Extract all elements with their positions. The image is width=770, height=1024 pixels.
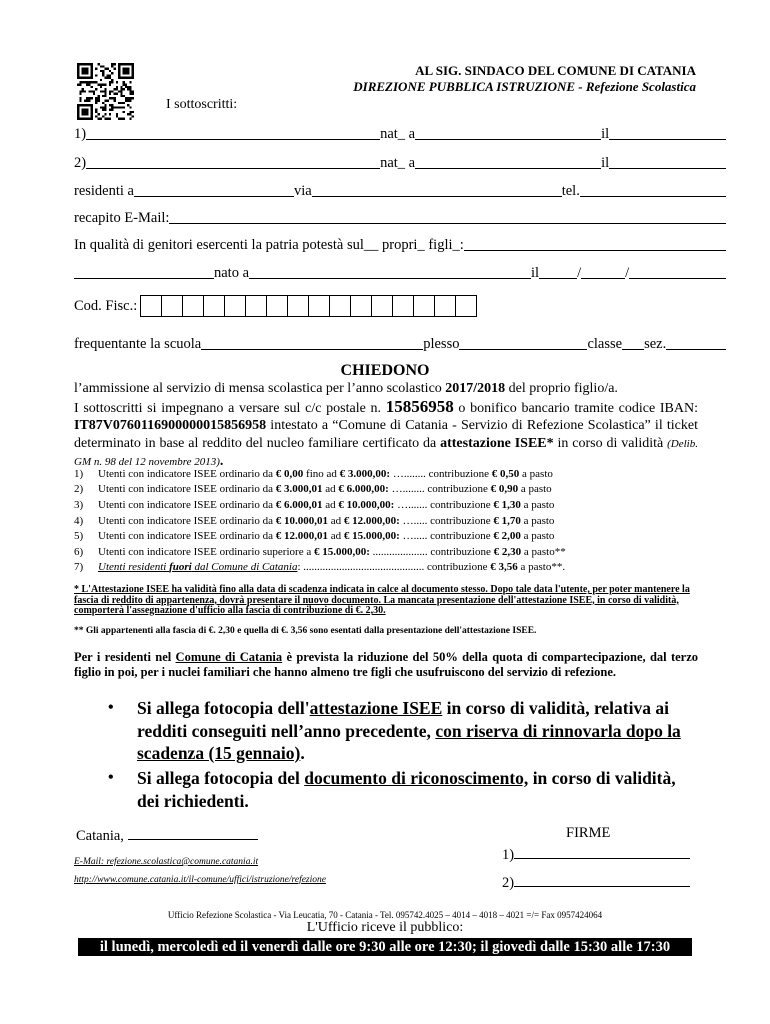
bracket-desc: Utenti residenti <box>98 560 170 573</box>
tax-code-box[interactable] <box>371 295 393 317</box>
bracket-range-to: € 12.000,00: <box>343 514 400 527</box>
tax-code-label: Cod. Fisc.: <box>74 297 138 314</box>
signature-1-line <box>502 844 690 864</box>
attachment-text: Si allega fotocopia dell' <box>137 698 310 718</box>
bracket-suffix: a pasto <box>520 530 555 543</box>
residence-city-field[interactable] <box>134 196 294 197</box>
bracket-range-to: € 3.000,00: <box>339 467 391 480</box>
school-line <box>74 336 726 353</box>
bracket-number: 2) <box>74 483 84 496</box>
residence-city-label: residenti a <box>74 183 134 199</box>
bracket-contribution-label: contribuzione <box>428 467 492 480</box>
phone-label: tel. <box>561 183 580 199</box>
bracket-desc: ad <box>328 530 344 543</box>
child-birthplace-field[interactable] <box>249 278 531 279</box>
exemption-note: ** Gli appartenenti alla fascia di €. 2,30 e quella di €. 3,56 sono esentati dalla presentazione dell'attestazione ISEE. <box>74 626 537 636</box>
deliberation-ref: (Delib. GM n. 98 del 12 novembre 2013) <box>74 437 698 468</box>
bracket-amount: € 0,50 <box>491 467 520 480</box>
iban-code: IT87V0760116900000015856958 <box>74 418 267 433</box>
tax-code-box[interactable] <box>161 295 183 317</box>
bracket-dots: …..... <box>399 514 431 527</box>
reduction-text: Per i residenti nel <box>74 650 176 664</box>
plesso-label: plesso <box>423 336 460 352</box>
postal-account-number: 15856958 <box>385 396 454 416</box>
opening-hours-title: L'Ufficio riceve il pubblico: <box>306 920 464 935</box>
attachment-text: Si allega fotocopia del <box>137 768 305 788</box>
bracket-contribution-label: contribuzione <box>430 514 494 527</box>
signature-2-field[interactable] <box>514 872 690 887</box>
bracket-desc: Utenti con indicatore ISEE ordinario da <box>98 467 276 480</box>
bracket-amount: € 3,56 <box>490 560 518 573</box>
child-birthplace-label: nato a <box>214 265 250 281</box>
child-day-field[interactable] <box>539 278 577 279</box>
parental-authority-label: In qualità di genitori esercenti la patria potestà sul__ propri_ figli_: <box>74 237 464 253</box>
bracket-range-from: € 3.000,01 <box>275 483 323 496</box>
bracket-suffix: a pasto <box>520 498 555 511</box>
child-date-label: il <box>531 265 540 281</box>
parent-2-date-label: il <box>601 155 610 171</box>
bracket-dots: : ............................................ <box>297 560 428 573</box>
website-link[interactable]: http://www.comune.catania.it/il-comune/uffici/istruzione/refezione <box>74 875 326 885</box>
attachment-underlined: con riserva di rinnovarla dopo la scadenza (15 gennaio) <box>137 720 681 763</box>
parent-1-date-label: il <box>601 126 610 142</box>
date-separator: / <box>577 265 582 281</box>
tax-code-box[interactable] <box>413 295 435 317</box>
email-line <box>74 210 726 227</box>
date-field[interactable] <box>128 825 258 840</box>
attachment-isee <box>108 697 698 765</box>
parent-1-number: 1) <box>74 126 87 142</box>
period: . <box>219 454 224 469</box>
email-field[interactable] <box>169 223 726 224</box>
bracket-row <box>74 544 714 560</box>
bracket-amount: € 1,30 <box>493 498 521 511</box>
children-line <box>74 237 726 254</box>
bracket-amount: € 2,30 <box>493 545 522 558</box>
request-paragraph <box>74 380 698 472</box>
bracket-desc: ad <box>328 514 344 527</box>
opening-hours-banner: il lunedì, mercoledì ed il venerdì dalle ore 9:30 alle ore 12:30; il giovedì dalle 15:30 alle 17:30 <box>78 938 692 956</box>
bracket-suffix: a pasto <box>518 483 552 496</box>
bracket-range-from: € 6.000,01 <box>275 498 323 511</box>
bracket-desc: Utenti con indicatore ISEE ordinario da <box>98 498 276 511</box>
section-field[interactable] <box>666 349 726 350</box>
attachment-text: in corso di validità, dei richiedenti. <box>137 768 676 811</box>
bracket-desc: ad <box>322 483 339 496</box>
bracket-number: 3) <box>74 498 84 511</box>
bracket-amount: € 2,00 <box>493 530 521 543</box>
bracket-desc: Utenti con indicatore ISEE ordinario da <box>98 530 276 543</box>
bracket-row <box>74 559 714 575</box>
bracket-dots: …........ <box>388 483 428 496</box>
signature-2-number: 2) <box>502 875 515 891</box>
bracket-dots: .................... <box>369 545 431 558</box>
school-year: 2017/2018 <box>445 381 506 396</box>
children-field[interactable] <box>464 250 726 251</box>
bracket-range-to: € 6.000,00: <box>338 483 389 496</box>
tax-code-box[interactable] <box>203 295 225 317</box>
date-separator: / <box>625 265 630 281</box>
bracket-number: 6) <box>74 545 84 558</box>
parent-2-name-field[interactable] <box>86 168 380 169</box>
payment-text: in corso di validità <box>553 435 668 451</box>
child-year-field[interactable] <box>629 278 726 279</box>
parent-1-line <box>74 126 726 143</box>
payment-text: o bonifico bancario tramite codice IBAN: <box>453 400 699 416</box>
tax-code-box[interactable] <box>140 295 162 317</box>
parent-2-birthplace-label: nat_ a <box>380 155 416 171</box>
tax-code-box[interactable] <box>266 295 288 317</box>
bracket-range-from: € 12.000,01 <box>275 530 329 543</box>
child-month-field[interactable] <box>581 278 625 279</box>
parent-2-birthplace-field[interactable] <box>415 168 601 169</box>
bracket-range-to: € 15.000,00: <box>343 530 400 543</box>
bracket-dots: …....... <box>394 498 431 511</box>
city-label: Catania, <box>76 828 128 844</box>
bracket-desc: fino ad <box>303 467 340 480</box>
bracket-number: 4) <box>74 514 84 527</box>
tax-code-box[interactable] <box>308 295 330 317</box>
phone-field[interactable] <box>580 196 726 197</box>
school-label: frequentante la scuola <box>74 336 202 352</box>
class-label: classe <box>587 336 623 352</box>
bracket-desc: ad <box>322 498 339 511</box>
bracket-number: 5) <box>74 530 84 543</box>
bracket-row <box>74 482 714 498</box>
payment-text: intestato a “Comune di Catania - Servizio di Refezione Scolastica” il ticket determinato in base al reddito del nucleo familiare certificato da <box>74 418 698 451</box>
attachment-id <box>108 767 698 812</box>
child-name-field[interactable] <box>74 278 214 279</box>
parent-2-line <box>74 155 726 172</box>
attachment-underlined: attestazione ISEE <box>309 698 443 718</box>
bracket-range-to: € 10.000,00: <box>338 498 395 511</box>
bracket-contribution-label: contribuzione <box>430 498 494 511</box>
tax-code-box[interactable] <box>245 295 267 317</box>
tax-code-box[interactable] <box>350 295 372 317</box>
residence-street-field[interactable] <box>312 196 562 197</box>
bracket-row <box>74 466 714 482</box>
bracket-suffix: a pasto <box>519 467 553 480</box>
tax-code-row <box>74 295 477 317</box>
payment-text: I sottoscritti si impegnano a versare sul c/c postale n. <box>74 400 386 416</box>
tax-code-box[interactable] <box>392 295 414 317</box>
department: DIREZIONE PUBBLICA ISTRUZIONE - Refezione Scolastica <box>353 79 696 94</box>
signature-1-field[interactable] <box>514 844 690 859</box>
bracket-suffix: a pasto**. <box>517 560 566 573</box>
bracket-desc: Utenti con indicatore ISEE ordinario da <box>98 514 276 527</box>
tax-code-box[interactable] <box>287 295 309 317</box>
class-field[interactable] <box>622 349 644 350</box>
bracket-range-from: € 15.000,00: <box>313 545 370 558</box>
bracket-suffix: a pasto <box>520 514 555 527</box>
bullet-icon: • <box>108 769 114 786</box>
bullet-icon: • <box>108 699 114 716</box>
child-birth-line <box>74 265 726 282</box>
bracket-range-from: € 10.000,01 <box>275 514 329 527</box>
isee-brackets-list <box>74 466 714 560</box>
bracket-desc-bold: fuori <box>169 560 192 573</box>
bracket-desc: dal Comune di Catania <box>191 560 298 573</box>
residence-street-label: via <box>294 183 312 199</box>
bracket-contribution-label: contribuzione <box>427 483 491 496</box>
parent-1-name-field[interactable] <box>86 139 380 140</box>
bracket-7 <box>74 559 714 575</box>
tax-code-box[interactable] <box>224 295 246 317</box>
tax-code-box[interactable] <box>455 295 477 317</box>
tax-code-box[interactable] <box>182 295 204 317</box>
parent-1-date-field[interactable] <box>609 139 726 140</box>
section-label: sez. <box>644 336 667 352</box>
bracket-amount: € 0,90 <box>490 483 519 496</box>
bracket-amount: € 1,70 <box>493 514 521 527</box>
bracket-range-from: € 0,00 <box>275 467 304 480</box>
addressee: AL SIG. SINDACO DEL COMUNE DI CATANIA <box>415 63 696 78</box>
bracket-row <box>74 497 714 513</box>
bracket-suffix: a pasto** <box>521 545 566 558</box>
bracket-desc: Utenti con indicatore ISEE ordinario da <box>98 483 276 496</box>
chiedono-heading: CHIEDONO <box>340 362 430 379</box>
isee-label: attestazione ISEE* <box>440 435 554 451</box>
bracket-dots: …..... <box>399 530 431 543</box>
request-text: del proprio figlio/a. <box>505 381 618 396</box>
city-date-line <box>76 825 258 845</box>
parent-1-birthplace-field[interactable] <box>415 139 601 140</box>
bracket-row <box>74 528 714 544</box>
office-contacts: Ufficio Refezione Scolastica - Via Leucatia, 70 - Catania - Tel. 095742.4025 – 4014 – 4018 – 4021 =/= Fax 0957424064 <box>167 910 603 920</box>
signature-2-line <box>502 872 690 892</box>
email-link[interactable]: E-Mail: refezione.scolastica@comune.catania.it <box>74 857 259 867</box>
reduction-paragraph <box>74 650 698 679</box>
bracket-row <box>74 513 714 529</box>
attachment-text: in corso di validità, relativa ai redditi conseguiti nell’anno precedente, <box>137 698 669 741</box>
bracket-number: 1) <box>74 467 84 480</box>
attachment-text: . <box>300 743 305 763</box>
intro-sottoscritti: I sottoscritti: <box>166 97 238 112</box>
tax-code-boxes[interactable] <box>141 295 477 317</box>
bracket-dots: …........ <box>390 467 429 480</box>
signatures-title: FIRME <box>566 825 611 841</box>
parent-2-number: 2) <box>74 155 87 171</box>
isee-validity-note: * L'Attestazione ISEE ha validità fino alla data di scadenza indicata in calce al documento stesso. Dopo tale data l'utente, per poter mantenere la fascia di reddito di appartenenza, dovrà presentare il nuovo documento. La mancata presentazione dell'attestazione ISEE, in corso di validità, comporterà l'assegnazione d'ufficio alla fascia di contribuzione di €. 2,30. <box>74 584 690 616</box>
parent-1-birthplace-label: nat_ a <box>380 126 416 142</box>
plesso-field[interactable] <box>459 349 587 350</box>
bracket-contribution-label: contribuzione <box>427 560 491 573</box>
email-label: recapito E-Mail: <box>74 210 170 226</box>
reduction-text: è prevista la riduzione del 50% della quota di compartecipazione, dal terzo figlio in poi, per i nuclei familiari che hanno almeno tre figli che usufruiscono del servizio di refezione. <box>74 650 698 679</box>
reduction-comune: Comune di Catania <box>175 650 283 664</box>
bracket-contribution-label: contribuzione <box>430 545 494 558</box>
bracket-number: 7) <box>74 560 84 573</box>
bracket-desc: Utenti con indicatore ISEE ordinario superiore a <box>98 545 314 558</box>
qr-code-icon <box>77 63 134 120</box>
bracket-contribution-label: contribuzione <box>430 530 494 543</box>
school-field[interactable] <box>201 349 423 350</box>
tax-code-box[interactable] <box>329 295 351 317</box>
residence-line <box>74 183 726 200</box>
tax-code-box[interactable] <box>434 295 456 317</box>
request-text: l’ammissione al servizio di mensa scolastica per l’anno scolastico <box>74 381 446 396</box>
attachment-underlined: documento di riconoscimento, <box>304 768 529 788</box>
signature-1-number: 1) <box>502 847 515 863</box>
parent-2-date-field[interactable] <box>609 168 726 169</box>
